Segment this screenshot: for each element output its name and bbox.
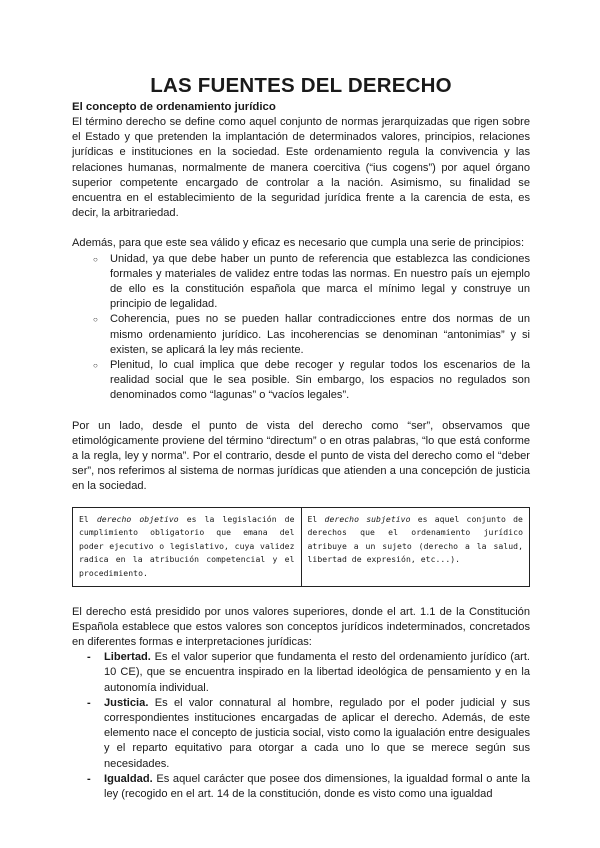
value-text: Es el valor superior que fundamenta el resto del ordenamiento jurídico (art. 10 CE), que se encuentra inspirado en la libertad ideológica de pensamiento y en la autonomía individual.: [104, 651, 530, 694]
document-page: [72, 74, 530, 802]
dash-bullet: -: [87, 772, 91, 785]
comparison-table: [72, 507, 530, 587]
list-item: ○ Unidad, ya que debe haber un punto de referencia que establezca las condiciones formales y materiales de validez entre todas las normas. En nuestro país un ejemplo de ello es la constitución española que marca el mínimo legal y construye un principio de legalidad.: [110, 252, 530, 313]
value-name: Igualdad.: [104, 772, 153, 785]
list-item: [87, 772, 530, 802]
intro-paragraph: El término derecho se define como aquel conjunto de normas jerarquizadas que rigen sobre el Estado y que pretenden la implantación de determinados valores, principios, relaciones jurídicas e instituciones en la sociedad. Este ordenamiento regula la convivencia y las relaciones humanas, normalmente de manera coercitiva (“ius cogens”) por aquel órgano superior competente encargado de controlar a la nación. Asimismo, su finalidad se encuentra en el establecimiento de la seguridad jurídica frente a la carencia de esta, es decir, la arbitrariedad.: [72, 116, 530, 220]
ser-paragraph: Por un lado, desde el punto de vista del derecho como “ser”, observamos que etimológicamente proviene del término “directum” o en otras palabras, “lo que está conforme a la regla, ley y norma”. Por el contrario, desde el punto de vista del derecho como el “deber ser”, nos referimos al sistema de normas jurídicas que atienden a una concepción de justicia en la sociedad.: [72, 419, 530, 493]
term-subjective: derecho subjetivo: [324, 513, 411, 524]
dash-bullet: -: [87, 696, 91, 709]
dash-bullet: -: [87, 651, 91, 664]
values-list: [72, 650, 530, 802]
cell-text: El: [79, 513, 97, 524]
value-text: Es el valor connatural al hombre, regulado por el poder judicial y sus correspondientes instituciones encargadas de aplicar el derecho. Además, de este elemento nace el concepto de justicia social, visto como la igualación entre desiguales y el reparto equitativo para otorgar a cada uno lo que se merece según sus necesidades.: [104, 696, 530, 770]
cell-text: es aquel conjunto de derechos que el ordenamiento jurídico atribuye a un sujeto (derecho a la salud, libertad de expresión, etc...).: [307, 513, 523, 565]
cell-text: es la legislación de cumplimiento obligatorio que emana del poder ejecutivo o legislativo, cuya validez radica en la atribución competencial y el procedimiento.: [79, 513, 295, 579]
spacer: [72, 221, 530, 236]
value-text: Es aquel carácter que posee dos dimensiones, la igualdad formal o ante la ley (recogido en el art. 14 de la constitución, donde es visto como una igualdad: [104, 772, 530, 801]
principles-list: [72, 252, 530, 404]
objective-law-cell: [73, 508, 301, 586]
cell-text: El: [307, 513, 325, 524]
list-item: ○ Coherencia, pues no se pueden hallar contradicciones entre dos normas de un mismo ordenamiento jurídico. Las incoherencias se denominan “antonimias” y si existen, se aplicará la ley más reciente.: [110, 312, 530, 358]
term-objective: derecho objetivo: [96, 513, 179, 524]
value-name: Justicia.: [104, 696, 149, 709]
spacer: [72, 587, 530, 605]
subjective-law-cell: [301, 508, 530, 586]
list-item: [87, 696, 530, 772]
values-intro: El derecho está presidido por unos valores superiores, donde el art. 1.1 de la Constitución Española establece que estos valores son conceptos jurídicos indeterminados, concretados en diferentes formas e interpretaciones jurídicas:: [72, 605, 530, 649]
list-item: ○ Plenitud, lo cual implica que debe recoger y regular todos los escenarios de la realidad social que le sea posible. Sin embargo, los espacios no regulados son denominados como “lagunas” o “vacíos legales”.: [110, 358, 530, 404]
list-item: [87, 650, 530, 696]
page-title: LAS FUENTES DEL DERECHO: [150, 74, 452, 97]
section-heading: El concepto de ordenamiento jurídico: [72, 101, 276, 113]
spacer: [72, 404, 530, 419]
value-name: Libertad.: [104, 651, 151, 664]
principles-intro: Además, para que este sea válido y eficaz es necesario que cumpla una serie de principios:: [72, 237, 525, 250]
